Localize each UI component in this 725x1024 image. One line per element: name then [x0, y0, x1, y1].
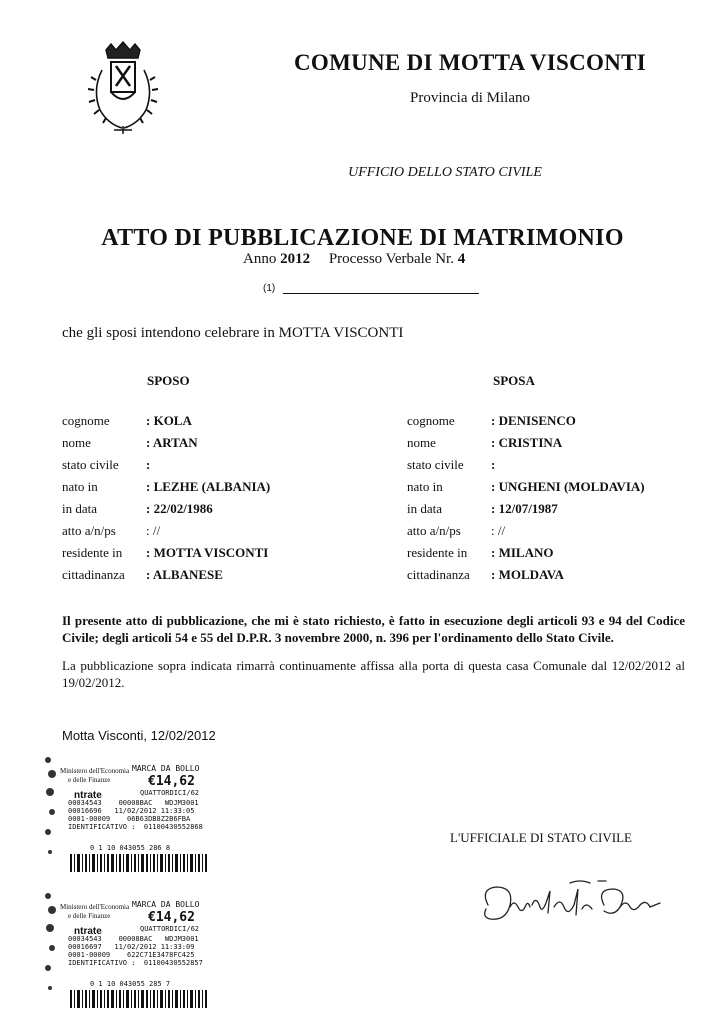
verbale-number: 4 [457, 251, 466, 267]
blank-line [283, 293, 479, 294]
year-label: Anno [243, 251, 277, 267]
barcode-icon [70, 990, 208, 1008]
verbale-label: Processo Verbale Nr. [328, 251, 454, 267]
year-value: 2012 [280, 251, 311, 267]
groom-heading: SPOSO [147, 373, 190, 388]
posting-paragraph: La pubblicazione sopra indicata rimarrà continuamente affissa alla porta di questa casa Comunale dal 12/02/2012 al 19/02/2012. [62, 658, 685, 690]
celebration-text: che gli sposi intendono celebrare in [62, 325, 275, 341]
barcode-icon [70, 854, 208, 872]
celebration-place: MOTTA VISCONTI [278, 325, 404, 341]
footnote-marker: (1) [263, 283, 276, 294]
signature-icon [470, 875, 670, 935]
year-verbale-line [243, 251, 465, 268]
document-title: ATTO DI PUBBLICAZIONE DI MATRIMONIO [101, 225, 624, 251]
place-date: Motta Visconti, 12/02/2012 [62, 728, 216, 743]
celebration-line [62, 325, 403, 342]
bride-details: cognome : DENISENCO nome : CRISTINA stato civile : nato in : UNGHENI (MOLDAVIA) in data : 12/07/1987 atto a/n/ps : // residente in : MILANO cittadinanza : MOLDAVA [407, 413, 645, 582]
comune-crest-icon [78, 40, 168, 140]
revenue-stamp: Ministero dell'Economia e delle Finanze MARCA DA BOLLO €14,62 QUATTORDICI/62 ntrate 00034543 00008BAC WDJM3001 00016697 11/02/2012 11:33:09 0001-00009 622C71E3478FC425 IDENTIFICATIVO : 01100430552857 0 1 10 043055 285 7 [30, 888, 210, 1008]
municipality-title: COMUNE DI MOTTA VISCONTI [293, 50, 647, 75]
province-name: Provincia di Milano [410, 90, 530, 106]
groom-details: cognome : KOLA nome : ARTAN stato civile : nato in : LEZHE (ALBANIA) in data : 22/02/1986 atto a/n/ps : // residente in : MOTTA VISCONTI cittadinanza : ALBANESE [62, 413, 271, 582]
revenue-stamp: Ministero dell'Economia e delle Finanze MARCA DA BOLLO €14,62 QUATTORDICI/62 ntrate 00034543 00008BAC WDJM3001 00016696 11/02/2012 11:33:05 0001-00009 06B63DB8Z2B6FBA IDENTIFICATIVO : 01100430552868 0 1 10 043055 286 8 [30, 752, 210, 872]
office-name: UFFICIO DELLO STATO CIVILE [348, 165, 542, 180]
official-title: L'UFFICIALE DI STATO CIVILE [450, 830, 632, 845]
bride-heading: SPOSA [493, 373, 535, 388]
legal-paragraph: Il presente atto di pubblicazione, che mi è stato richiesto, è fatto in esecuzione degli articoli 93 e 94 del Codice Civile; degli articoli 54 e 55 del D.P.R. 3 novembre 2000, n. 396 per l'ordinamento dello Stato Civile. [62, 613, 685, 645]
